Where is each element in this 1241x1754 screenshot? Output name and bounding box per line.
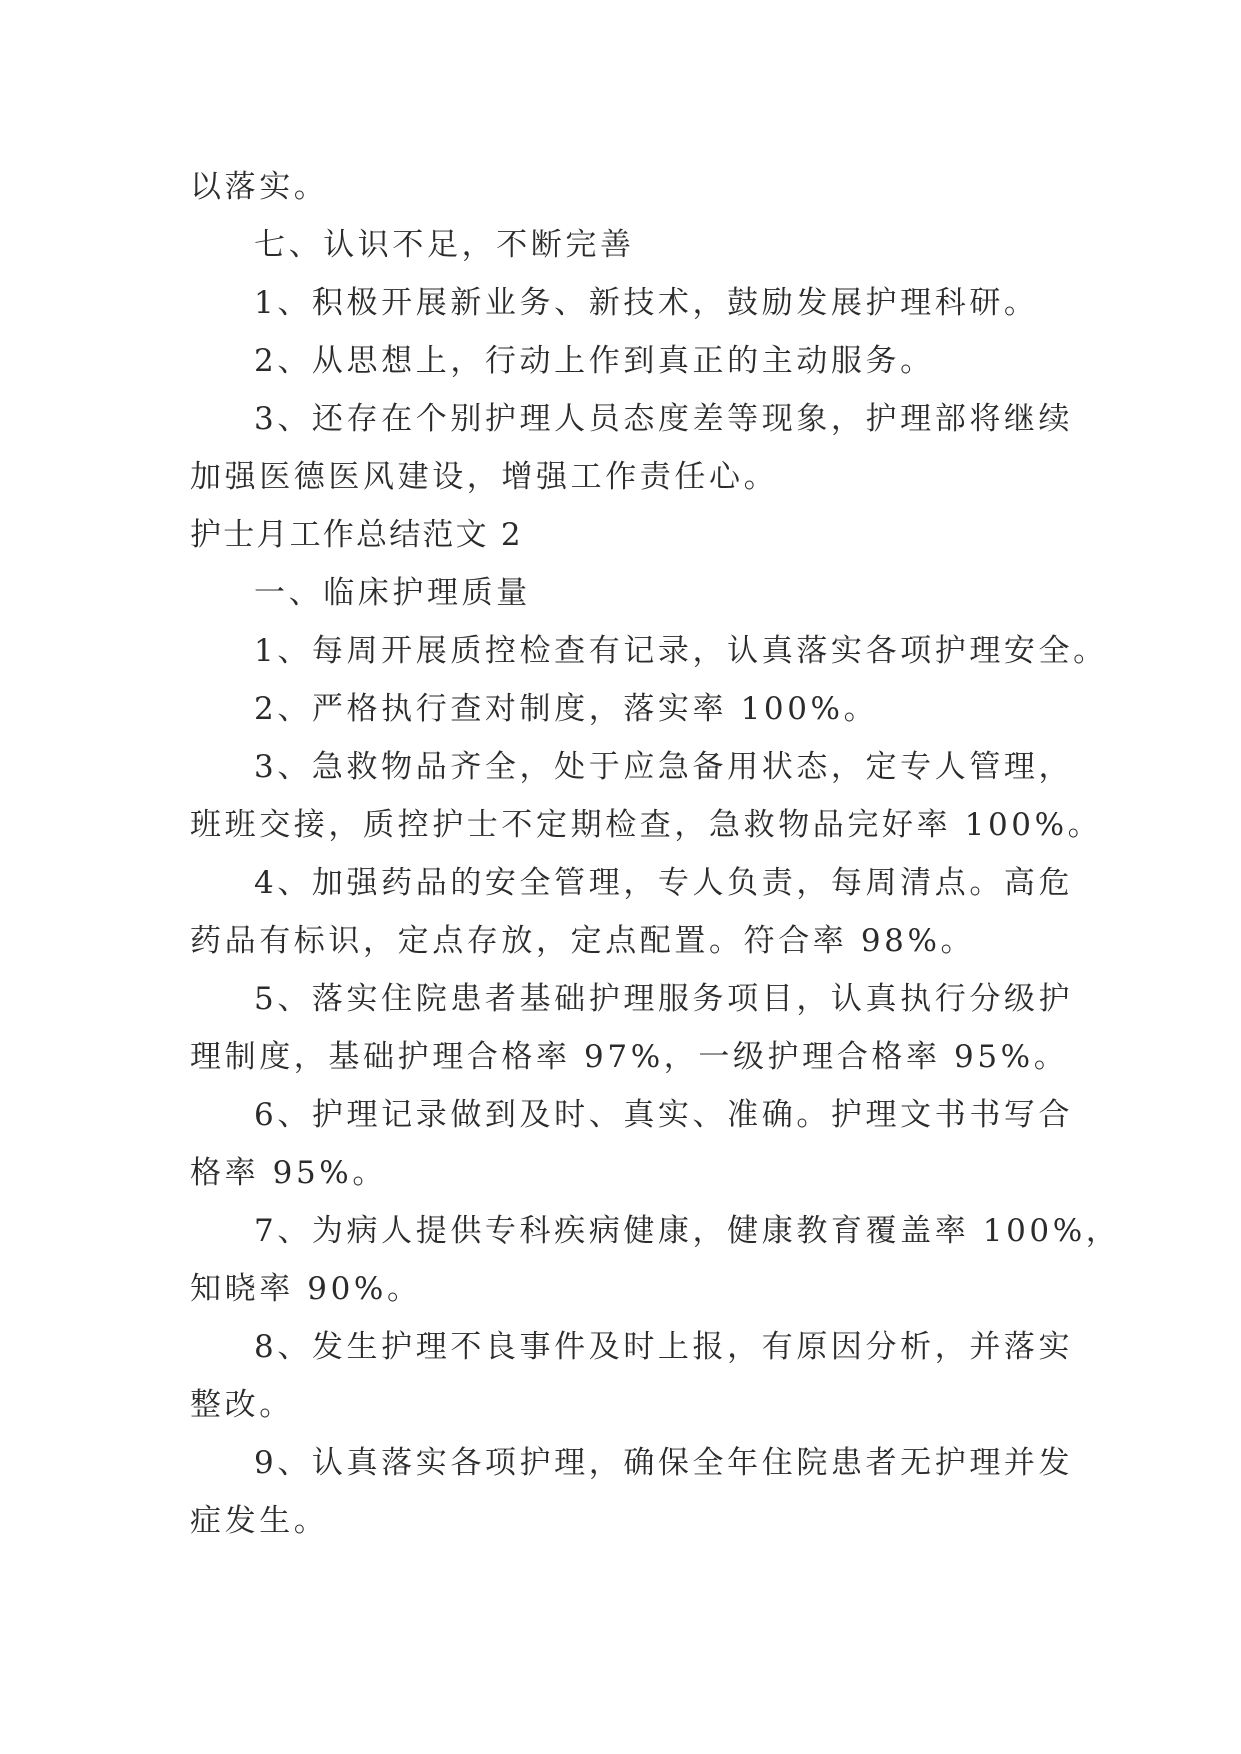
text-line: 药品有标识，定点存放，定点配置。符合率 98%。 [190, 923, 976, 959]
text-line: 理制度，基础护理合格率 97%，一级护理合格率 95%。 [190, 1039, 1069, 1075]
list-item: 6、护理记录做到及时、真实、准确。护理文书书写合 [254, 1097, 1074, 1133]
list-item: 2、严格执行查对制度，落实率 100%。 [254, 691, 879, 727]
document-title: 护士月工作总结范文 2 [190, 517, 523, 553]
section-heading: 七、认识不足，不断完善 [254, 227, 635, 263]
text-line: 症发生。 [190, 1503, 329, 1539]
list-item: 3、急救物品齐全，处于应急备用状态，定专人管理， [254, 749, 1074, 785]
text-line: 班班交接，质控护士不定期检查，急救物品完好率 100%。 [190, 807, 1103, 843]
text-line: 整改。 [190, 1387, 294, 1423]
list-item: 5、落实住院患者基础护理服务项目，认真执行分级护 [254, 981, 1074, 1017]
text-line: 格率 95%。 [190, 1155, 387, 1191]
list-item: 8、发生护理不良事件及时上报，有原因分析，并落实 [254, 1329, 1074, 1365]
section-heading: 一、临床护理质量 [254, 575, 531, 611]
list-item: 7、为病人提供专科疾病健康，健康教育覆盖率 100%， [254, 1213, 1121, 1249]
text-line: 知晓率 90%。 [190, 1271, 422, 1307]
list-item: 1、积极开展新业务、新技术，鼓励发展护理科研。 [254, 285, 1039, 321]
list-item: 2、从思想上，行动上作到真正的主动服务。 [254, 343, 935, 379]
text-line: 加强医德医风建设，增强工作责任心。 [190, 459, 779, 495]
list-item: 4、加强药品的安全管理，专人负责，每周清点。高危 [254, 865, 1074, 901]
list-item: 3、还存在个别护理人员态度差等现象，护理部将继续 [254, 401, 1074, 437]
text-line: 以落实。 [190, 169, 329, 205]
document-body [190, 158, 1121, 1550]
list-item: 9、认真落实各项护理，确保全年住院患者无护理并发 [254, 1445, 1074, 1481]
list-item: 1、每周开展质控检查有记录，认真落实各项护理安全。 [254, 633, 1108, 669]
